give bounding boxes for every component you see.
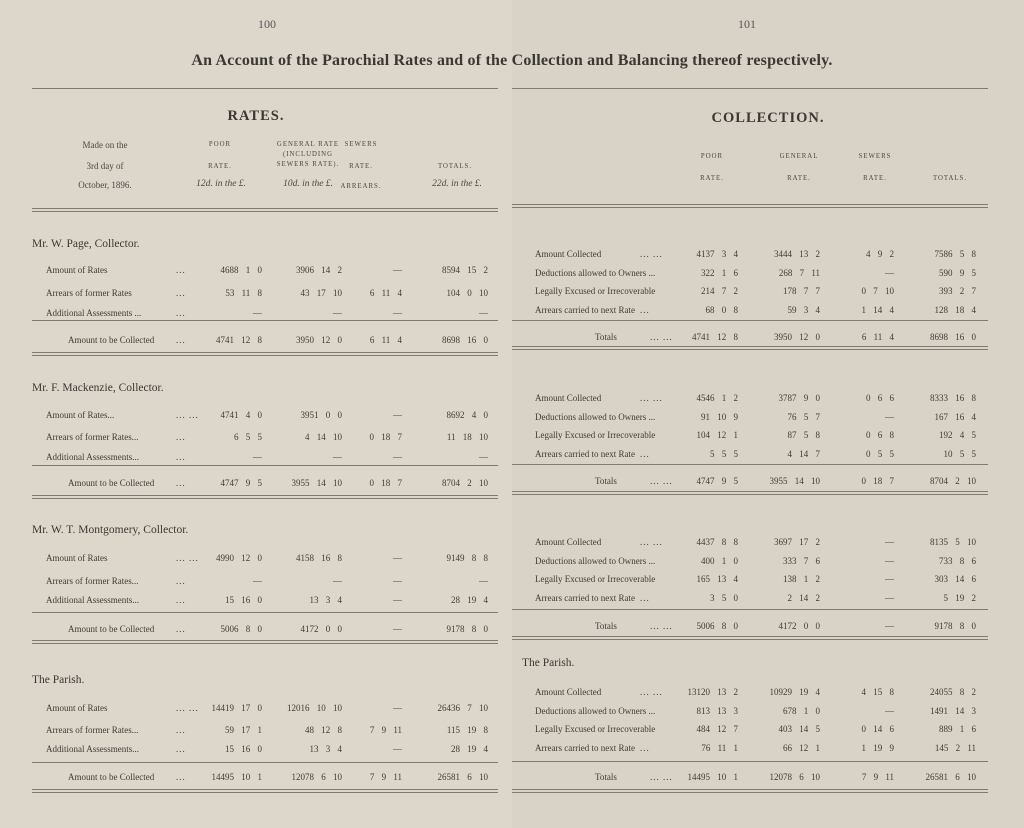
rates-row-0-0-totals: 8594 15 2 — [442, 265, 488, 275]
rates-total-0-general: 3950 12 0 — [296, 335, 342, 345]
coll-total-2 — [0, 621, 1024, 635]
rates-row-2-1-label: Arrears of former Rates... — [46, 576, 139, 586]
coll-total-3-dots: ... ... — [650, 772, 673, 782]
coll-row-1-0-poor: 4546 1 2 — [696, 393, 738, 403]
rates-amount-poor: 12d. in the £. — [196, 179, 246, 189]
coll-row-2-3-poor: 3 5 0 — [710, 593, 738, 603]
rates-row-1-1-sewers: 0 18 7 — [369, 432, 402, 442]
rates-row-3-2-poor: 15 16 0 — [225, 744, 262, 754]
rates-row-3-1-totals: 115 19 8 — [446, 725, 488, 735]
rates-row-0-0-sewers: — — [393, 265, 402, 275]
coll-row-1-3 — [0, 449, 1024, 463]
rates-amount-general: 10d. in the £. — [283, 179, 333, 189]
coll-row-3-0-general: 10929 19 4 — [769, 687, 820, 697]
coll-row-2-2 — [0, 574, 1024, 588]
coll-row-2-1-sewers: — — [885, 556, 894, 566]
coll-total-2-totals: 9178 8 0 — [934, 621, 976, 631]
coll-row-0-1-sewers: — — [885, 268, 894, 278]
rates-row-3-0-general: 12016 10 10 — [287, 703, 342, 713]
coll-total-0-totals: 8698 16 0 — [930, 332, 976, 342]
page-number-right: 101 — [738, 17, 756, 31]
coll-row-0-0 — [0, 249, 1024, 263]
rates-total-rule-top-2 — [32, 612, 498, 613]
coll-row-1-2-totals: 192 4 5 — [939, 430, 976, 440]
rates-row-1-2-totals: — — [479, 452, 488, 462]
coll-total-rule-b-0 — [512, 349, 988, 350]
rates-hdr-general-1: GENERAL RATE — [276, 141, 340, 148]
rates-row-2-2-sewers: — — [393, 595, 402, 605]
coll-row-3-2-poor: 484 12 7 — [696, 724, 738, 734]
coll-row-2-1-label: Deductions allowed to Owners ... — [535, 556, 656, 566]
rates-row-1-0-poor: 4741 4 0 — [220, 410, 262, 420]
coll-row-2-3-dots: ... — [640, 593, 650, 603]
coll-row-1-0-label: Amount Collected — [535, 393, 602, 403]
coll-total-0-general: 3950 12 0 — [774, 332, 820, 342]
coll-row-1-0-sewers: 0 6 6 — [866, 393, 894, 403]
rates-row-3-2-label: Additional Assessments... — [46, 744, 140, 754]
coll-total-2-label: Totals — [595, 621, 617, 631]
coll-row-0-2 — [0, 286, 1024, 300]
rates-row-0-0-label: Amount of Rates — [46, 265, 108, 275]
coll-row-0-0-poor: 4137 3 4 — [696, 249, 738, 259]
coll-row-3-1-general: 678 1 0 — [783, 706, 820, 716]
rates-row-2-0-totals: 9149 8 8 — [446, 553, 488, 563]
rates-total-rule-top-1 — [32, 465, 498, 466]
coll-total-2-sewers: — — [885, 621, 894, 631]
coll-row-1-1-sewers: — — [885, 412, 894, 422]
rates-row-0-1-general: 43 17 10 — [300, 288, 342, 298]
coll-total-0-dots: ... ... — [650, 332, 673, 342]
coll-row-3-0-sewers: 4 15 8 — [861, 687, 894, 697]
coll-hdr-totals: TOTALS. — [932, 175, 968, 182]
rates-row-1-1-poor: 6 5 5 — [234, 432, 262, 442]
collector-name-3: The Parish. — [32, 674, 85, 686]
rates-row-0-0-dots: ... — [176, 265, 186, 275]
coll-row-1-1-general: 76 5 7 — [787, 412, 820, 422]
rates-row-1-2-poor: — — [253, 452, 262, 462]
coll-row-0-1 — [0, 268, 1024, 282]
rates-total-rule-top-0 — [32, 320, 498, 321]
rates-row-1-1-dots: ... — [176, 432, 186, 442]
coll-total-rule-b-2 — [512, 639, 988, 640]
coll-row-1-3-sewers: 0 5 5 — [866, 449, 894, 459]
rule-top-right — [512, 88, 988, 89]
rates-total-rule-a-1 — [32, 495, 498, 496]
coll-total-1-sewers: 0 18 7 — [861, 476, 894, 486]
rates-total-rule-b-3 — [32, 792, 498, 793]
rates-total-1-sewers: 0 18 7 — [369, 478, 402, 488]
rates-total-0-sewers: 6 11 4 — [369, 335, 402, 345]
rates-hdr-general-3: SEWERS RATE). — [276, 161, 340, 168]
coll-hdr-sewers-1: SEWERS — [858, 153, 892, 160]
coll-row-3-3-totals: 145 2 11 — [934, 743, 976, 753]
coll-total-0-poor: 4741 12 8 — [692, 332, 738, 342]
coll-hdr-sewers-2: RATE. — [863, 175, 887, 182]
rates-row-2-2-dots: ... — [176, 595, 186, 605]
rates-total-3-totals: 26581 6 10 — [437, 772, 488, 782]
coll-total-1-totals: 8704 2 10 — [930, 476, 976, 486]
coll-total-rule-top-3 — [512, 761, 988, 762]
coll-row-3-3 — [0, 743, 1024, 757]
coll-total-2-general: 4172 0 0 — [778, 621, 820, 631]
coll-row-0-3 — [0, 305, 1024, 319]
coll-row-3-2-general: 403 14 5 — [778, 724, 820, 734]
rates-row-2-0-dots: ... ... — [176, 553, 199, 563]
rates-total-0-poor: 4741 12 8 — [216, 335, 262, 345]
coll-total-rule-top-2 — [512, 609, 988, 610]
coll-row-2-0-poor: 4437 8 8 — [696, 537, 738, 547]
coll-row-0-3-label: Arrears carried to next Rate — [535, 305, 635, 315]
coll-row-2-3-sewers: — — [885, 593, 894, 603]
coll-row-3-3-label: Arrears carried to next Rate — [535, 743, 635, 753]
collector-name-0: Mr. W. Page, Collector. — [32, 238, 140, 250]
rule-top-left — [32, 88, 498, 89]
rates-row-3-1-sewers: 7 9 11 — [369, 725, 402, 735]
rates-row-2-1-general: — — [333, 576, 342, 586]
coll-row-2-2-sewers: — — [885, 574, 894, 584]
rates-row-3-2-totals: 28 19 4 — [451, 744, 488, 754]
coll-total-1 — [0, 476, 1024, 490]
made-on-line-1: Made on the — [82, 140, 128, 150]
rates-hdr-sewers-2: RATE. — [349, 163, 373, 170]
coll-row-0-2-sewers: 0 7 10 — [861, 286, 894, 296]
rates-row-2-2-totals: 28 19 4 — [451, 595, 488, 605]
coll-row-3-3-general: 66 12 1 — [783, 743, 820, 753]
coll-row-1-1-poor: 91 10 9 — [701, 412, 738, 422]
rates-row-1-1-general: 4 14 10 — [305, 432, 342, 442]
coll-row-1-3-dots: ... — [640, 449, 650, 459]
rates-row-1-1-label: Arrears of former Rates... — [46, 432, 139, 442]
coll-row-1-3-general: 4 14 7 — [787, 449, 820, 459]
rates-row-2-1-poor: — — [253, 576, 262, 586]
coll-row-0-2-poor: 214 7 2 — [701, 286, 738, 296]
rates-total-1-poor: 4747 9 5 — [220, 478, 262, 488]
rates-row-0-1-label: Arrears of former Rates — [46, 288, 132, 298]
rates-row-2-2-label: Additional Assessments... — [46, 595, 140, 605]
coll-row-1-2 — [0, 430, 1024, 444]
coll-row-1-2-sewers: 0 6 8 — [866, 430, 894, 440]
collector-name-2: Mr. W. T. Montgomery, Collector. — [32, 524, 189, 536]
coll-row-2-0 — [0, 537, 1024, 551]
coll-total-0 — [0, 332, 1024, 346]
coll-row-0-0-dots: ... ... — [640, 249, 663, 259]
rates-total-3-poor: 14495 10 1 — [211, 772, 262, 782]
coll-row-2-1-general: 333 7 6 — [783, 556, 820, 566]
rates-total-3-sewers: 7 9 11 — [369, 772, 402, 782]
coll-row-0-0-sewers: 4 9 2 — [866, 249, 894, 259]
coll-total-1-dots: ... ... — [650, 476, 673, 486]
coll-total-rule-a-3 — [512, 789, 988, 790]
coll-total-rule-b-3 — [512, 792, 988, 793]
rates-row-0-1-sewers: 6 11 4 — [369, 288, 402, 298]
coll-row-3-0-label: Amount Collected — [535, 687, 602, 697]
rates-total-2-dots: ... — [176, 624, 186, 634]
rates-total-rule-a-3 — [32, 789, 498, 790]
coll-row-3-3-dots: ... — [640, 743, 650, 753]
coll-total-3 — [0, 772, 1024, 786]
coll-row-2-3 — [0, 593, 1024, 607]
coll-row-0-1-totals: 590 9 5 — [939, 268, 976, 278]
coll-total-1-label: Totals — [595, 476, 617, 486]
coll-row-2-3-label: Arrears carried to next Rate — [535, 593, 635, 603]
coll-row-2-0-general: 3697 17 2 — [774, 537, 820, 547]
coll-row-1-0-dots: ... ... — [640, 393, 663, 403]
coll-row-1-0-totals: 8333 16 8 — [930, 393, 976, 403]
rates-row-0-2-dots: ... — [176, 308, 186, 318]
rule-hdr-left-a — [32, 208, 498, 209]
rates-total-2-totals: 9178 8 0 — [446, 624, 488, 634]
coll-row-2-0-totals: 8135 5 10 — [930, 537, 976, 547]
rates-total-rule-top-3 — [32, 762, 498, 763]
coll-total-rule-top-1 — [512, 464, 988, 465]
page-title: An Account of the Parochial Rates and of the Collection and Balancing thereof respectively. — [191, 52, 833, 69]
page-number-left: 100 — [258, 17, 276, 31]
rates-total-0-label: Amount to be Collected — [68, 335, 155, 345]
rates-total-2-poor: 5006 8 0 — [220, 624, 262, 634]
rates-total-1-general: 3955 14 10 — [291, 478, 342, 488]
coll-total-3-totals: 26581 6 10 — [925, 772, 976, 782]
rates-row-0-2-poor: — — [253, 308, 262, 318]
coll-row-3-2 — [0, 724, 1024, 738]
rates-row-2-1-dots: ... — [176, 576, 186, 586]
coll-row-2-0-dots: ... ... — [640, 537, 663, 547]
rates-total-rule-b-0 — [32, 355, 498, 356]
rates-row-3-1-general: 48 12 8 — [305, 725, 342, 735]
rates-row-1-2-general: — — [333, 452, 342, 462]
rates-row-3-2-dots: ... — [176, 744, 186, 754]
rates-total-rule-b-2 — [32, 643, 498, 644]
coll-total-1-general: 3955 14 10 — [769, 476, 820, 486]
coll-row-3-3-sewers: 1 19 9 — [861, 743, 894, 753]
rates-total-3-label: Amount to be Collected — [68, 772, 155, 782]
rates-row-2-0-label: Amount of Rates — [46, 553, 108, 563]
rule-hdr-right-b — [512, 207, 988, 208]
rates-hdr-sewers-3: ARREARS. — [340, 183, 382, 190]
rates-row-2-2-general: 13 3 4 — [309, 595, 342, 605]
coll-row-3-2-label: Legally Excused or Irrecoverable — [535, 724, 656, 734]
coll-total-rule-a-1 — [512, 491, 988, 492]
rates-row-3-1-poor: 59 17 1 — [225, 725, 262, 735]
rates-row-3-0-totals: 26436 7 10 — [437, 703, 488, 713]
coll-row-0-2-totals: 393 2 7 — [939, 286, 976, 296]
coll-row-0-0-totals: 7586 5 8 — [934, 249, 976, 259]
rates-heading: RATES. — [227, 108, 285, 124]
rates-hdr-totals: TOTALS. — [437, 163, 473, 170]
rates-amount-totals: 22d. in the £. — [432, 179, 482, 189]
rates-row-1-2-dots: ... — [176, 452, 186, 462]
rates-hdr-poor-1: POOR — [208, 141, 232, 148]
coll-hdr-poor-2: RATE. — [700, 175, 724, 182]
rates-row-3-2-sewers: — — [393, 744, 402, 754]
coll-row-2-2-label: Legally Excused or Irrecoverable — [535, 574, 656, 584]
coll-row-2-3-totals: 5 19 2 — [943, 593, 976, 603]
made-on-line-2: 3rd day of — [86, 161, 124, 171]
coll-total-2-poor: 5006 8 0 — [696, 621, 738, 631]
coll-row-3-0-totals: 24055 8 2 — [930, 687, 976, 697]
rates-row-2-0-poor: 4990 12 0 — [216, 553, 262, 563]
coll-row-2-3-general: 2 14 2 — [787, 593, 820, 603]
coll-row-0-1-poor: 322 1 6 — [701, 268, 738, 278]
coll-row-2-1-totals: 733 8 6 — [939, 556, 976, 566]
rates-total-rule-a-0 — [32, 352, 498, 353]
coll-row-1-2-poor: 104 12 1 — [696, 430, 738, 440]
coll-row-0-2-general: 178 7 7 — [783, 286, 820, 296]
coll-row-1-3-label: Arrears carried to next Rate — [535, 449, 635, 459]
coll-row-1-0 — [0, 393, 1024, 407]
rates-hdr-general-2: (INCLUDING — [282, 151, 334, 158]
collection-parish-label: The Parish. — [522, 657, 575, 669]
coll-row-0-2-label: Legally Excused or Irrecoverable — [535, 286, 656, 296]
rates-row-0-1-dots: ... — [176, 288, 186, 298]
coll-row-3-0-dots: ... ... — [640, 687, 663, 697]
coll-row-2-0-sewers: — — [885, 537, 894, 547]
coll-row-0-1-label: Deductions allowed to Owners ... — [535, 268, 656, 278]
rates-row-1-2-label: Additional Assessments... — [46, 452, 140, 462]
coll-row-0-3-general: 59 3 4 — [787, 305, 820, 315]
coll-row-1-3-totals: 10 5 5 — [943, 449, 976, 459]
coll-row-3-3-poor: 76 11 1 — [701, 743, 738, 753]
rates-row-1-0-totals: 8692 4 0 — [446, 410, 488, 420]
rates-row-2-0-general: 4158 16 8 — [296, 553, 342, 563]
coll-total-3-general: 12078 6 10 — [769, 772, 820, 782]
coll-total-3-sewers: 7 9 11 — [861, 772, 894, 782]
rates-row-0-2-label: Additional Assessments ... — [46, 308, 142, 318]
rates-row-1-2-sewers: — — [393, 452, 402, 462]
rates-row-3-0-dots: ... ... — [176, 703, 199, 713]
coll-row-2-2-poor: 165 13 4 — [696, 574, 738, 584]
rates-total-3-dots: ... — [176, 772, 186, 782]
coll-total-2-dots: ... ... — [650, 621, 673, 631]
rates-total-2-sewers: — — [393, 624, 402, 634]
rates-total-1-totals: 8704 2 10 — [442, 478, 488, 488]
coll-row-2-1 — [0, 556, 1024, 570]
rates-total-3-general: 12078 6 10 — [291, 772, 342, 782]
coll-row-0-3-sewers: 1 14 4 — [861, 305, 894, 315]
coll-row-3-1-totals: 1491 14 3 — [930, 706, 976, 716]
rates-row-3-1-label: Arrears of former Rates... — [46, 725, 139, 735]
rates-total-0-totals: 8698 16 0 — [442, 335, 488, 345]
coll-total-0-sewers: 6 11 4 — [861, 332, 894, 342]
coll-row-0-1-general: 268 7 11 — [778, 268, 820, 278]
coll-total-1-poor: 4747 9 5 — [696, 476, 738, 486]
rates-row-2-2-poor: 15 16 0 — [225, 595, 262, 605]
coll-row-3-2-sewers: 0 14 6 — [861, 724, 894, 734]
rates-total-rule-b-1 — [32, 498, 498, 499]
rates-row-0-2-sewers: — — [393, 308, 402, 318]
coll-row-3-1-sewers: — — [885, 706, 894, 716]
collector-name-1: Mr. F. Mackenzie, Collector. — [32, 382, 164, 394]
rates-row-0-2-totals: — — [479, 308, 488, 318]
coll-row-2-2-totals: 303 14 6 — [934, 574, 976, 584]
rates-row-0-0-general: 3906 14 2 — [296, 265, 342, 275]
rates-row-2-1-totals: — — [479, 576, 488, 586]
coll-row-3-0 — [0, 687, 1024, 701]
rates-row-1-0-dots: ... ... — [176, 410, 199, 420]
coll-row-3-1-poor: 813 13 3 — [696, 706, 738, 716]
rates-hdr-poor-2: RATE. — [208, 163, 232, 170]
rates-row-0-0-poor: 4688 1 0 — [220, 265, 262, 275]
coll-row-3-1 — [0, 706, 1024, 720]
coll-hdr-general-1: GENERAL — [779, 153, 819, 160]
rates-total-1-label: Amount to be Collected — [68, 478, 155, 488]
rates-row-3-2-general: 13 3 4 — [309, 744, 342, 754]
rule-hdr-left-b — [32, 211, 498, 212]
rates-row-3-0-poor: 14419 17 0 — [211, 703, 262, 713]
rates-row-1-0-label: Amount of Rates... — [46, 410, 115, 420]
rates-row-3-0-sewers: — — [393, 703, 402, 713]
coll-total-rule-top-0 — [512, 320, 988, 321]
rates-row-1-1-totals: 11 18 10 — [446, 432, 488, 442]
rates-total-2-label: Amount to be Collected — [68, 624, 155, 634]
coll-hdr-general-2: RATE. — [787, 175, 811, 182]
coll-row-2-1-poor: 400 1 0 — [701, 556, 738, 566]
coll-row-2-2-general: 138 1 2 — [783, 574, 820, 584]
rule-hdr-right-a — [512, 204, 988, 205]
rates-row-0-2-general: — — [333, 308, 342, 318]
coll-total-rule-a-0 — [512, 346, 988, 347]
rates-total-rule-a-2 — [32, 640, 498, 641]
rates-hdr-sewers-1: SEWERS — [344, 141, 378, 148]
collection-heading: COLLECTION. — [711, 110, 825, 126]
coll-hdr-poor-1: POOR — [700, 153, 724, 160]
rates-total-1-dots: ... — [176, 478, 186, 488]
coll-total-0-label: Totals — [595, 332, 617, 342]
coll-row-1-1 — [0, 412, 1024, 426]
coll-row-0-3-dots: ... — [640, 305, 650, 315]
coll-row-3-2-totals: 889 1 6 — [939, 724, 976, 734]
coll-row-0-0-general: 3444 13 2 — [774, 249, 820, 259]
coll-row-0-3-poor: 68 0 8 — [705, 305, 738, 315]
made-on-line-3: October, 1896. — [78, 180, 132, 190]
coll-row-1-3-poor: 5 5 5 — [710, 449, 738, 459]
coll-row-0-0-label: Amount Collected — [535, 249, 602, 259]
rates-row-3-1-dots: ... — [176, 725, 186, 735]
rates-row-1-0-general: 3951 0 0 — [300, 410, 342, 420]
rates-row-0-1-totals: 104 0 10 — [446, 288, 488, 298]
coll-row-3-1-label: Deductions allowed to Owners ... — [535, 706, 656, 716]
rates-row-3-0-label: Amount of Rates — [46, 703, 108, 713]
coll-total-3-label: Totals — [595, 772, 617, 782]
rates-total-0-dots: ... — [176, 335, 186, 345]
coll-total-3-poor: 14495 10 1 — [687, 772, 738, 782]
coll-row-1-1-label: Deductions allowed to Owners ... — [535, 412, 656, 422]
coll-total-rule-b-1 — [512, 494, 988, 495]
rates-row-2-1-sewers: — — [393, 576, 402, 586]
coll-row-1-0-general: 3787 9 0 — [778, 393, 820, 403]
coll-row-1-2-label: Legally Excused or Irrecoverable — [535, 430, 656, 440]
coll-row-1-1-totals: 167 16 4 — [934, 412, 976, 422]
rates-total-2-general: 4172 0 0 — [300, 624, 342, 634]
coll-row-2-0-label: Amount Collected — [535, 537, 602, 547]
coll-row-3-0-poor: 13120 13 2 — [687, 687, 738, 697]
rates-row-2-0-sewers: — — [393, 553, 402, 563]
rates-row-1-0-sewers: — — [393, 410, 402, 420]
coll-row-1-2-general: 87 5 8 — [787, 430, 820, 440]
coll-total-rule-a-2 — [512, 636, 988, 637]
rates-row-0-1-poor: 53 11 8 — [225, 288, 262, 298]
coll-row-0-3-totals: 128 18 4 — [934, 305, 976, 315]
